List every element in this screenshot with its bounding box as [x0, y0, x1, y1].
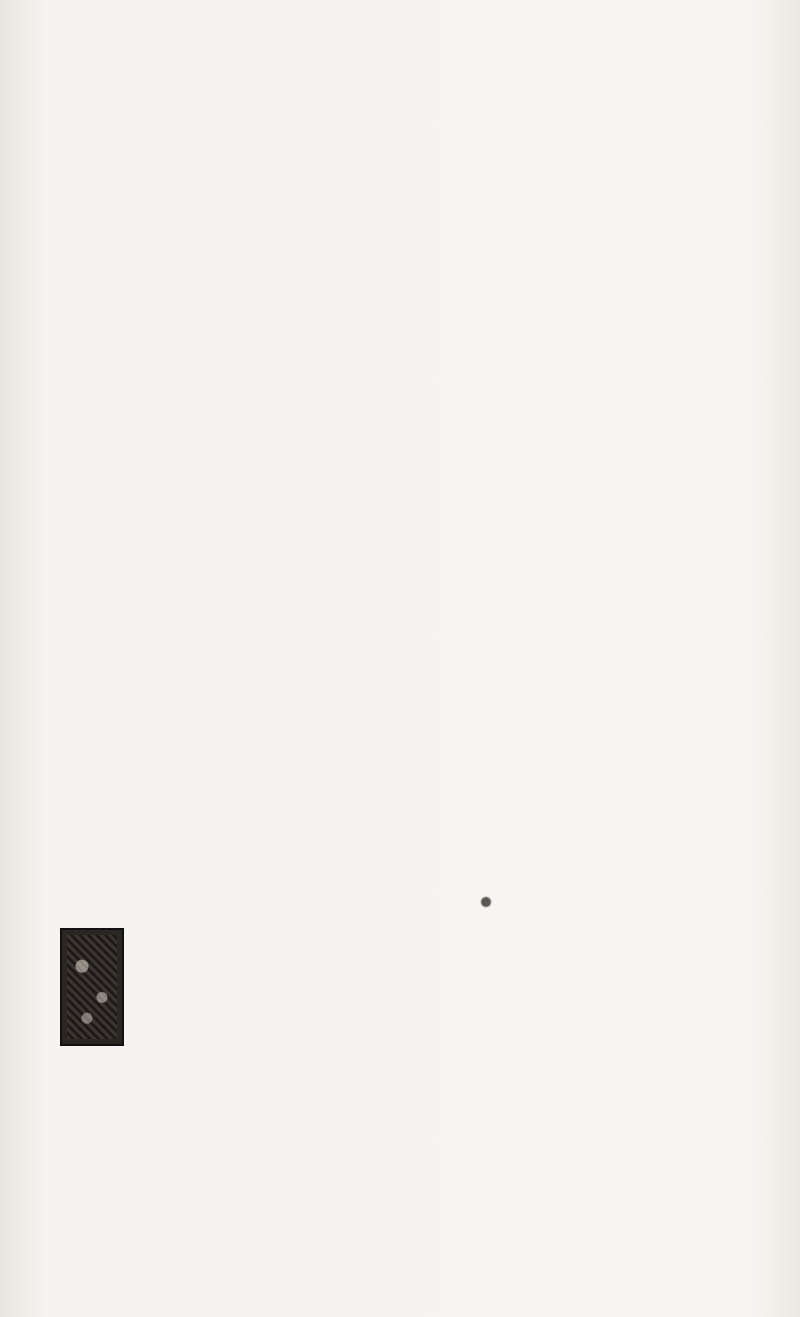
- section-heading: [60, 810, 676, 846]
- chapter-title: [60, 878, 676, 912]
- section-heading-block: [60, 810, 676, 912]
- page-header: [60, 16, 680, 48]
- decorated-initial: [60, 928, 124, 1046]
- initial-ornament: [67, 935, 117, 1039]
- section-subheading: [60, 846, 676, 876]
- ornament-mark: [478, 894, 494, 910]
